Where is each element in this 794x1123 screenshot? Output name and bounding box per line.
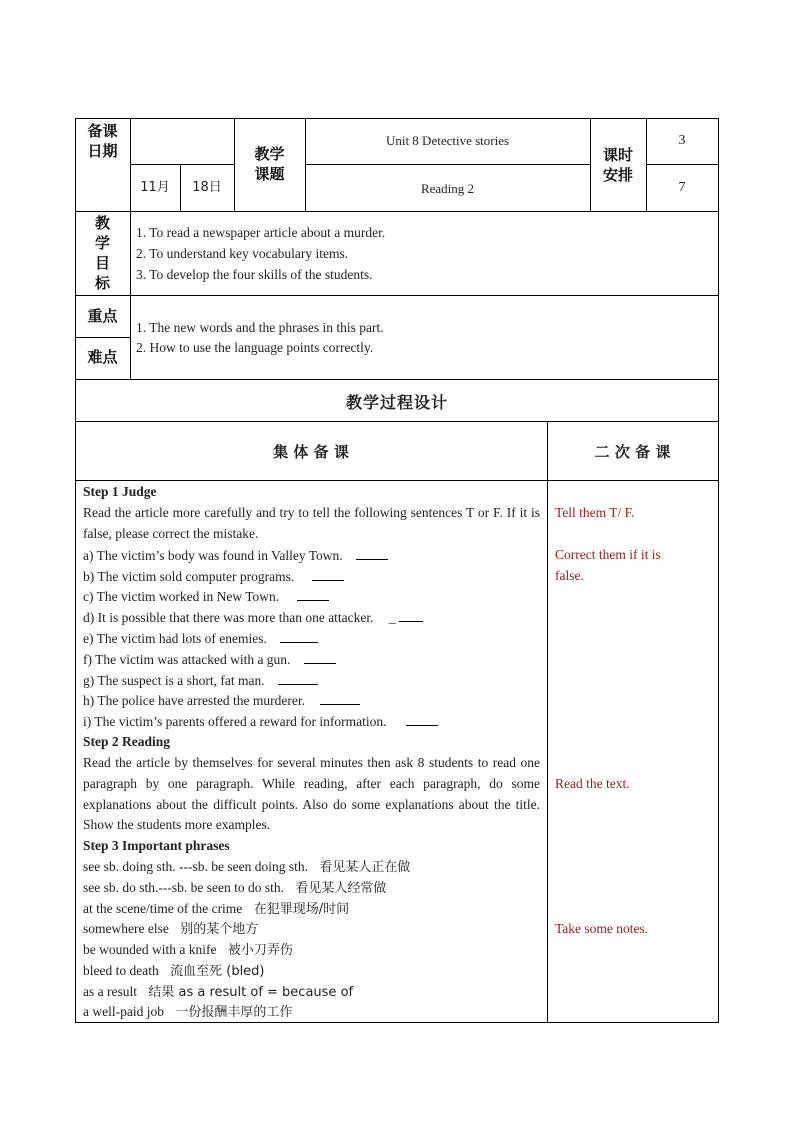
notes-col-line xyxy=(547,421,548,1022)
judge-item-a-text: a) The victim’s body was found in Valley Town. xyxy=(83,548,343,563)
reading-title: Reading 2 xyxy=(420,181,475,196)
objectives-label: 教 学 目 标 xyxy=(94,214,110,292)
judge-item-i xyxy=(83,711,438,733)
phrase-row xyxy=(83,961,265,983)
phrase-3-zh: 在犯罪现场/时间 xyxy=(253,902,350,917)
phrase-7-zh: 结果 as a result of = because of xyxy=(148,985,354,1000)
date-label: 备课 日期 xyxy=(87,122,118,160)
phrase-4-en: somewhere else xyxy=(83,921,169,936)
phrase-4-zh: 别的某个地方 xyxy=(180,922,259,937)
step1-intro: Read the article more carefully and try to tell the following sentences T or F. If it is false, please correct the mistake. xyxy=(83,505,540,541)
judge-item-c xyxy=(83,586,329,608)
judge-item-e xyxy=(83,628,318,650)
step2-heading: Step 2 Reading xyxy=(83,734,171,749)
row-line-5 xyxy=(75,480,719,481)
judge-item-d xyxy=(83,607,423,629)
phrase-1-en: see sb. doing sth. ---sb. be seen doing sth. xyxy=(83,859,308,874)
phrase-row xyxy=(83,940,293,962)
collective-prep-header: 集 体 备 课 xyxy=(273,443,349,461)
period-number: 7 xyxy=(678,180,686,195)
focus-item-1: 1. The new words and the phrases in this part. xyxy=(136,320,384,335)
judge-item-b-text: b) The victim sold computer programs. xyxy=(83,569,295,584)
label-col-line xyxy=(130,118,131,379)
step1-heading: Step 1 Judge xyxy=(83,484,157,499)
judge-item-c-text: c) The victim worked in New Town. xyxy=(83,589,280,604)
phrase-row xyxy=(83,899,349,921)
objective-2: 2. To understand key vocabulary items. xyxy=(136,246,349,261)
judge-item-d-blank xyxy=(399,607,423,622)
judge-item-b-blank xyxy=(312,566,344,581)
judge-item-h-blank xyxy=(320,690,360,705)
objective-3: 3. To develop the four skills of the students. xyxy=(136,267,373,282)
day-value: 18日 xyxy=(192,180,222,195)
phrase-8-en: a well-paid job xyxy=(83,1004,164,1019)
phrase-8-zh: 一份报酬丰厚的工作 xyxy=(175,1005,293,1020)
key-points-label: 重点 xyxy=(87,307,118,325)
judge-item-i-blank xyxy=(406,711,438,726)
phrase-row xyxy=(83,1002,292,1024)
phrase-6-en: bleed to death xyxy=(83,963,159,978)
process-title: 教学过程设计 xyxy=(345,393,448,412)
judge-item-i-text: i) The victim’s parents offered a reward for information. xyxy=(83,714,387,729)
focus-item-2: 2. How to use the language points correctly. xyxy=(136,340,374,355)
judge-item-f-blank xyxy=(304,649,336,664)
focus-split-line xyxy=(75,337,130,338)
note-correct-them: Correct them if it is xyxy=(555,547,661,562)
period-total: 3 xyxy=(678,133,686,148)
row-line-4 xyxy=(75,421,719,422)
step2-text: Read the article by themselves for several minutes then ask 8 students to read one paragraph by one paragraph. While reading, after each paragraph, do some explanations about the difficult points. Also do some explanations about the title. Show the students more examples. xyxy=(83,755,540,833)
phrase-6-zh: 流血至死 (bled) xyxy=(170,964,265,979)
judge-item-d-text: d) It is possible that there was more than one attacker. xyxy=(83,610,374,625)
row-line-3 xyxy=(75,379,719,380)
judge-item-d-prefix: _ xyxy=(388,610,396,625)
row-line-2 xyxy=(75,295,719,296)
phrase-2-zh: 看见某人经常做 xyxy=(295,881,387,896)
note-take-notes: Take some notes. xyxy=(555,921,649,936)
judge-item-e-blank xyxy=(280,628,318,643)
phrase-row xyxy=(83,878,386,900)
phrase-row xyxy=(83,857,410,879)
judge-item-h-text: h) The police have arrested the murderer. xyxy=(83,693,306,708)
judge-item-a-blank xyxy=(356,545,388,560)
judge-item-c-blank xyxy=(297,586,329,601)
note-read-text: Read the text. xyxy=(555,776,630,791)
period-label: 课时 安排 xyxy=(602,146,633,184)
judge-item-f xyxy=(83,649,336,671)
difficult-points-label: 难点 xyxy=(87,348,118,366)
phrase-2-en: see sb. do sth.---sb. be seen to do sth. xyxy=(83,880,284,895)
table-border-top xyxy=(75,118,719,119)
month-value: 11月 xyxy=(140,180,170,195)
topic-label: 教学 课题 xyxy=(254,145,285,183)
date-split-line xyxy=(130,164,234,165)
phrase-1-zh: 看见某人正在做 xyxy=(319,860,411,875)
row-line-1 xyxy=(75,211,719,212)
judge-item-g-text: g) The suspect is a short, fat man. xyxy=(83,673,265,688)
judge-item-h xyxy=(83,690,360,712)
note-false: false. xyxy=(555,568,584,583)
phrase-row xyxy=(83,919,258,941)
topic-split-line xyxy=(305,164,590,165)
note-tell-them: Tell them T/ F. xyxy=(555,505,635,520)
phrase-5-zh: 被小刀弄伤 xyxy=(227,943,293,958)
phrase-5-en: be wounded with a knife xyxy=(83,942,217,957)
judge-item-g-blank xyxy=(278,670,318,685)
phrase-3-en: at the scene/time of the crime xyxy=(83,901,243,916)
judge-item-g xyxy=(83,670,318,692)
table-border-right xyxy=(718,118,719,1023)
judge-item-a xyxy=(83,545,388,567)
objective-1: 1. To read a newspaper article about a murder. xyxy=(136,225,386,240)
judge-item-e-text: e) The victim had lots of enemies. xyxy=(83,631,267,646)
phrase-row xyxy=(83,982,353,1004)
step3-heading: Step 3 Important phrases xyxy=(83,838,230,853)
period-split-line xyxy=(646,164,719,165)
phrase-7-en: as a result xyxy=(83,984,137,999)
judge-item-b xyxy=(83,566,344,588)
judge-item-f-text: f) The victim was attacked with a gun. xyxy=(83,652,291,667)
unit-title: Unit 8 Detective stories xyxy=(385,133,510,148)
second-prep-header: 二 次 备 课 xyxy=(594,443,671,461)
